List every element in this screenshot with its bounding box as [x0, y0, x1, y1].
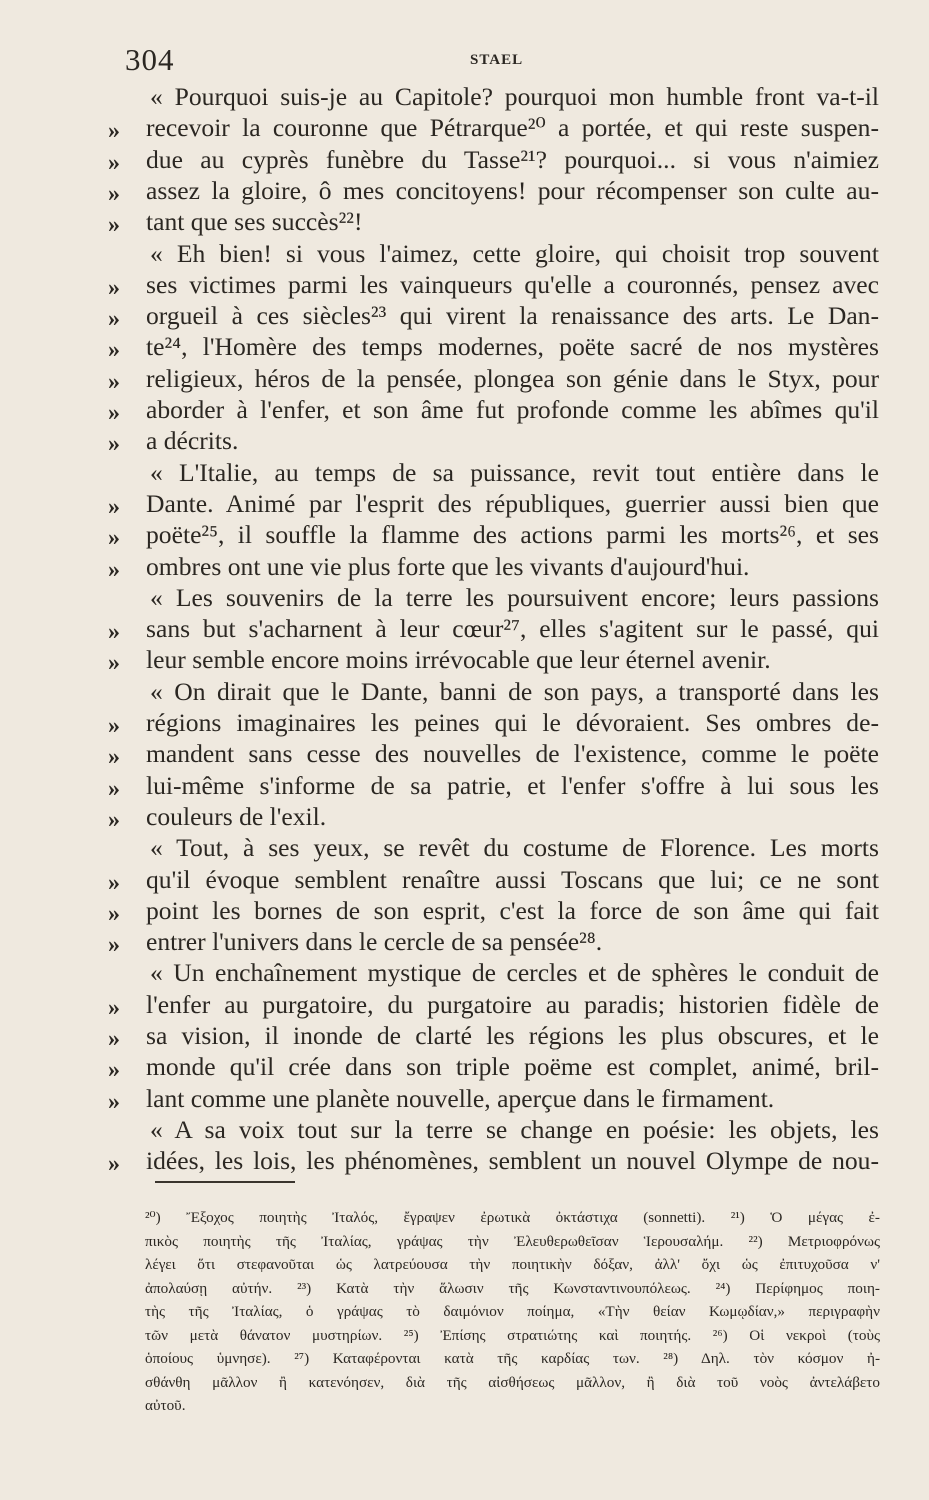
line-text: orgueil à ces siècles²³ qui virent la renaissance des arts. Le Dan-	[146, 301, 879, 331]
continuation-mark: »	[108, 556, 120, 583]
line-text: Dante. Animé par l'esprit des républiques, guerrier aussi bien que	[146, 488, 879, 518]
continuation-mark: »	[108, 650, 120, 677]
footnotes	[145, 1206, 880, 1418]
continuation-mark: »	[108, 1057, 120, 1084]
text-line	[0, 552, 929, 584]
footnote-line: τὴς τῆς Ἰταλίας, ὁ γράψας τὸ δαιμόνιον ποίημα, «Τὴν θείαν Κωμῳδίαν,» περιγραφὴν	[145, 1303, 880, 1320]
continuation-mark: »	[108, 900, 120, 927]
line-text: religieux, héros de la pensée, plongea son génie dans le Styx, pour	[146, 363, 879, 393]
text-line	[0, 489, 929, 521]
text-line	[0, 927, 929, 959]
text-line	[0, 1052, 929, 1084]
footnote-line: σθάνθη μᾶλλον ἢ κατενόησεν, διὰ τῆς αἰσθήσεως μᾶλλον, ἢ διὰ τοῦ νοὸς ἀντελάβετο	[145, 1373, 880, 1391]
continuation-mark: »	[108, 400, 120, 426]
text-line	[0, 1084, 929, 1116]
line-text: mandent sans cesse des nouvelles de l'existence, comme le poëte	[146, 739, 879, 769]
line-text: a décrits.	[146, 426, 239, 456]
text-line	[0, 614, 929, 646]
line-text: recevoir la couronne que Pétrarque²⁰ a portée, et qui reste suspen-	[146, 113, 879, 143]
continuation-mark: »	[108, 212, 120, 239]
line-text: poëte²⁵, il souffle la flamme des actions parmi les morts²⁶, et ses	[146, 520, 879, 550]
text-line	[0, 113, 929, 145]
text-line	[0, 176, 929, 208]
line-text: régions imaginaires les peines qui le dévoraient. Ses ombres de-	[146, 708, 879, 737]
continuation-mark: »	[108, 274, 120, 301]
continuation-mark: »	[108, 1026, 120, 1052]
page-number: 304	[125, 42, 175, 77]
text-line	[0, 833, 929, 865]
text-line	[0, 332, 929, 364]
line-text: « L'Italie, au temps de sa puissance, revit tout entière dans le	[150, 457, 879, 487]
text-line	[0, 426, 929, 458]
continuation-mark: »	[108, 431, 120, 458]
line-text: assez la gloire, ô mes concitoyens! pour récompenser son culte au-	[146, 175, 879, 205]
line-text: sa vision, il inonde de clarté les régions les plus obscures, et le	[146, 1021, 879, 1050]
line-text: « Tout, à ses yeux, se revêt du costume de Florence. Les morts	[150, 833, 879, 863]
line-text: entrer l'univers dans le cercle de sa pensée²⁸.	[146, 927, 603, 957]
continuation-mark: »	[108, 493, 120, 520]
text-line	[0, 239, 929, 271]
line-text: aborder à l'enfer, et son âme fut profonde comme les abîmes qu'il	[146, 395, 879, 424]
continuation-mark: »	[108, 337, 120, 364]
text-line	[0, 458, 929, 490]
continuation-mark: »	[108, 619, 120, 646]
running-head: STAEL	[470, 52, 524, 68]
continuation-mark: »	[108, 744, 120, 771]
text-line	[0, 990, 929, 1022]
continuation-mark: »	[108, 149, 120, 176]
text-line	[0, 708, 929, 740]
line-text: sans but s'acharnent à leur cœur²⁷, elles s'agitent sur le passé, qui	[146, 614, 879, 644]
footnote-line: ἀπολαύσῃ αὐτήν. ²³) Κατὰ τὴν ἅλωσιν τῆς Κωνσταντινουπόλεως. ²⁴) Περίφημος ποιη-	[145, 1279, 880, 1297]
line-text: ombres ont une vie plus forte que les vivants d'aujourd'hui.	[146, 551, 750, 581]
text-line	[0, 207, 929, 239]
footnote-line: πικὸς ποιητὴς τῆς Ἰταλίας, γράψας τὴν Ἐλευθερωθεῖσαν Ἱερουσαλήμ. ²²) Μετριοφρόνως	[145, 1232, 880, 1250]
footnote-line: ²⁰) Ἔξοχος ποιητὴς Ἰταλός, ἔγραψεν ἐρωτικὰ ὀκτάστιχα (sonnetti). ²¹) Ὁ μέγας ἐ-	[145, 1209, 880, 1226]
continuation-mark: »	[108, 180, 120, 207]
text-line	[0, 1021, 929, 1053]
line-text: « On dirait que le Dante, banni de son pays, a transporté dans les	[150, 676, 879, 706]
continuation-mark: »	[108, 1088, 120, 1115]
continuation-mark: »	[108, 525, 120, 552]
text-line	[0, 364, 929, 396]
line-text: l'enfer au purgatoire, du purgatoire au paradis; historien fidèle de	[146, 989, 879, 1019]
line-text: « Les souvenirs de la terre les poursuivent encore; leurs passions	[150, 582, 879, 612]
text-line	[0, 645, 929, 677]
footnote-line: αὐτοῦ.	[145, 1397, 186, 1414]
text-line	[0, 677, 929, 709]
text-line	[0, 270, 929, 302]
continuation-mark: »	[108, 306, 120, 333]
text-line	[0, 865, 929, 897]
continuation-mark: »	[108, 368, 120, 395]
text-line	[0, 1146, 929, 1178]
footnote-line: ὁποίους ὑμνησε). ²⁷) Καταφέρονται κατὰ τῆς καρδίας των. ²⁸) Δηλ. τὸν κόσμον ἠ-	[145, 1350, 880, 1367]
text-line	[0, 802, 929, 834]
line-text: lui-même s'informe de sa patrie, et l'enfer s'offre à lui sous les	[146, 770, 879, 800]
text-line	[0, 739, 929, 771]
text-line	[0, 1115, 929, 1147]
text-line	[0, 520, 929, 552]
line-text: couleurs de l'exil.	[146, 801, 327, 831]
text-line	[0, 301, 929, 333]
line-text: « Pourquoi suis-je au Capitole? pourquoi mon humble front va-t-il	[150, 82, 879, 111]
footnote-line: λέγει ὅτι στεφανοῦται ὡς λατρεύουσα τὴν ποιητικὴν δόξαν, ἀλλ' ὄχι ὡς ἐπιτυχοῦσα ν'	[145, 1256, 880, 1273]
continuation-mark: »	[108, 994, 120, 1021]
line-text: qu'il évoque semblent renaître aussi Toscans que lui; ce ne sont	[146, 864, 879, 894]
continuation-mark: »	[108, 932, 120, 959]
text-line	[0, 395, 929, 427]
text-line	[0, 82, 929, 114]
text-line	[0, 958, 929, 990]
text-line	[0, 145, 929, 177]
line-text: point les bornes de son esprit, c'est la force de son âme qui fait	[146, 895, 879, 925]
continuation-mark: »	[108, 806, 120, 833]
page-header	[0, 42, 929, 82]
line-text: lant comme une planète nouvelle, aperçue dans le firmament.	[146, 1083, 775, 1113]
line-text: « Eh bien! si vous l'aimez, cette gloire, qui choisit trop souvent	[150, 238, 879, 268]
footnote-line: τῶν μετὰ θάνατον μυστηρίων. ²⁵) Ἐπίσης στρατιώτης καὶ ποιητής. ²⁶) Οἱ νεκροὶ (τοὺς	[145, 1326, 880, 1344]
line-text: idées, les lois, les phénomènes, semblent un nouvel Olympe de nou-	[146, 1146, 879, 1176]
line-text: leur semble encore moins irrévocable que leur éternel avenir.	[146, 645, 771, 675]
continuation-mark: »	[108, 118, 120, 145]
line-text: « A sa voix tout sur la terre se change en poésie: les objets, les	[150, 1114, 879, 1144]
line-text: « Un enchaînement mystique de cercles et de sphères le conduit de	[150, 958, 879, 988]
line-text: monde qu'il crée dans son triple poëme est complet, animé, bril-	[146, 1052, 879, 1082]
footnote-rule	[155, 1181, 295, 1183]
continuation-mark: »	[108, 775, 120, 802]
text-line	[0, 896, 929, 928]
line-text: te²⁴, l'Homère des temps modernes, poëte sacré de nos mystères	[146, 332, 879, 362]
line-text: ses victimes parmi les vainqueurs qu'elle a couronnés, pensez avec	[146, 269, 879, 299]
continuation-mark: »	[108, 869, 120, 896]
continuation-mark: »	[108, 713, 120, 739]
text-line	[0, 583, 929, 615]
line-text: tant que ses succès²²!	[146, 207, 363, 237]
continuation-mark: »	[108, 1151, 120, 1178]
line-text: due au cyprès funèbre du Tasse²¹? pourquoi... si vous n'aimiez	[146, 144, 879, 174]
text-line	[0, 771, 929, 803]
